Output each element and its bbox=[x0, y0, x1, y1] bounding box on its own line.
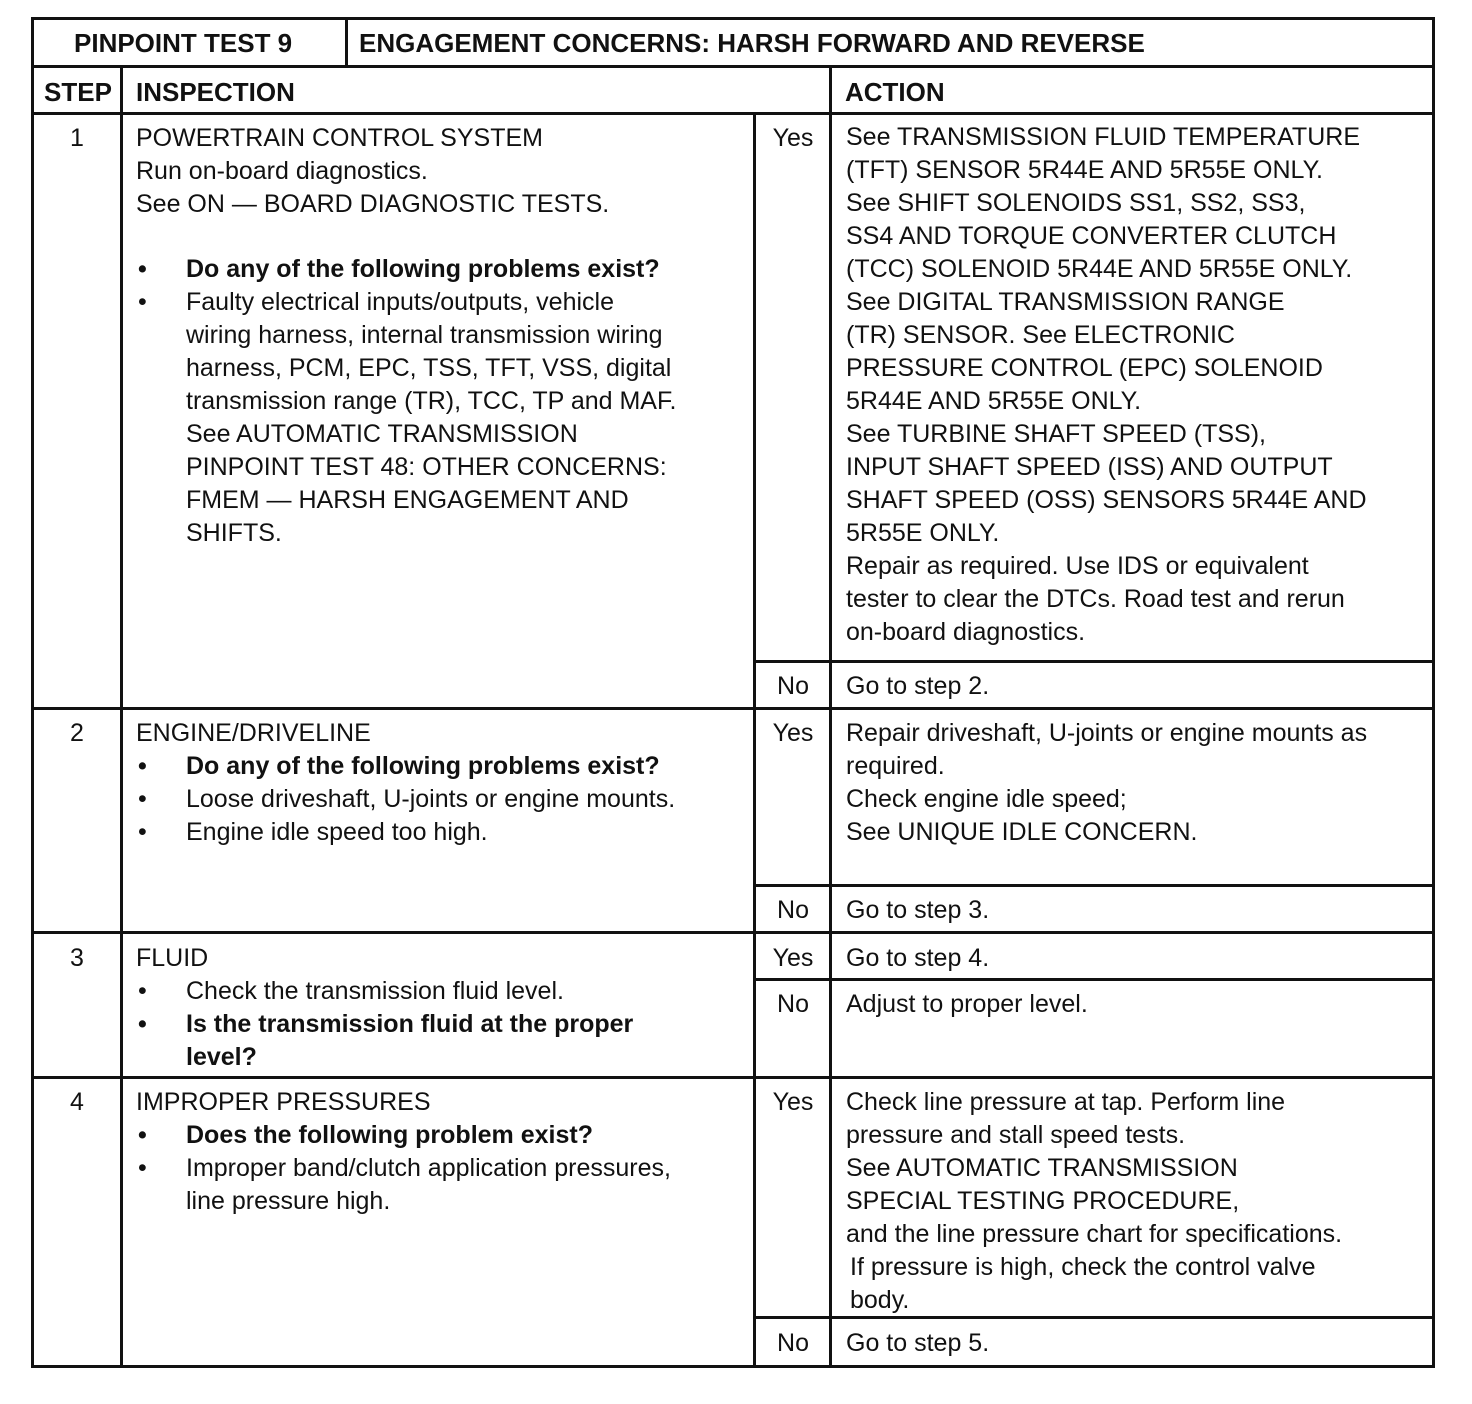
bullet-line: PINPOINT TEST 48: OTHER CONCERNS: bbox=[186, 453, 667, 481]
no-action: Adjust to proper level. bbox=[846, 990, 1088, 1018]
step-bullet-item: • Loose driveshaft, U-joints or engine mounts. bbox=[136, 783, 675, 816]
step-title: FLUID bbox=[136, 944, 209, 972]
bullet-line: • Faulty electrical inputs/outputs, vehicle bbox=[186, 288, 614, 316]
no-label: No bbox=[777, 896, 809, 924]
action-line: PRESSURE CONTROL (EPC) SOLENOID bbox=[846, 354, 1323, 382]
step-column-divider bbox=[120, 65, 123, 1368]
action-line: See UNIQUE IDLE CONCERN. bbox=[846, 818, 1198, 846]
action-line: See TRANSMISSION FLUID TEMPERATURE bbox=[846, 123, 1360, 151]
yes-label: Yes bbox=[772, 1088, 814, 1116]
action-line: on-board diagnostics. bbox=[846, 618, 1086, 646]
column-header-step: STEP bbox=[44, 77, 112, 107]
step-number: 4 bbox=[70, 1088, 84, 1116]
action-line: (TFT) SENSOR 5R44E AND 5R55E ONLY. bbox=[846, 156, 1324, 184]
action-line: body. bbox=[850, 1286, 910, 1314]
yes-label: Yes bbox=[772, 124, 814, 152]
step-question bbox=[136, 1008, 633, 1074]
action-line: See TURBINE SHAFT SPEED (TSS), bbox=[846, 420, 1267, 448]
no-action: Go to step 2. bbox=[846, 672, 990, 700]
step-question: • Do any of the following problems exist? bbox=[136, 253, 676, 286]
no-label: No bbox=[777, 672, 809, 700]
step3-bottom-divider bbox=[31, 1076, 1435, 1079]
action-line: See DIGITAL TRANSMISSION RANGE bbox=[846, 288, 1285, 316]
action-line: SPECIAL TESTING PROCEDURE, bbox=[846, 1187, 1240, 1215]
action-line: and the line pressure chart for specifications. bbox=[846, 1220, 1343, 1248]
bullet-line: SHIFTS. bbox=[186, 519, 282, 547]
step-number: 1 bbox=[70, 124, 84, 152]
yes-action: Go to step 4. bbox=[846, 944, 990, 972]
step3-yes-no-divider bbox=[753, 978, 1435, 981]
step-intro-line: Run on-board diagnostics. bbox=[136, 157, 428, 185]
action-line: (TR) SENSOR. See ELECTRONIC bbox=[846, 321, 1235, 349]
bullet-line: • Improper band/clutch application pressures, bbox=[186, 1154, 671, 1182]
step-number: 3 bbox=[70, 944, 84, 972]
step1-bullets bbox=[136, 253, 676, 550]
bullet-line: line pressure high. bbox=[186, 1187, 391, 1215]
question-line: • Is the transmission fluid at the proper bbox=[186, 1010, 634, 1038]
action-line: Repair driveshaft, U-joints or engine mounts as bbox=[846, 719, 1368, 747]
step-bullet-item: • Check the transmission fluid level. bbox=[136, 975, 633, 1008]
step2-yes-no-divider bbox=[753, 884, 1435, 887]
yes-label: Yes bbox=[772, 944, 814, 972]
action-line: required. bbox=[846, 752, 945, 780]
yes-label: Yes bbox=[772, 719, 814, 747]
yes-action bbox=[846, 717, 1367, 849]
action-line: SHAFT SPEED (OSS) SENSORS 5R44E AND bbox=[846, 486, 1367, 514]
question-line: level? bbox=[186, 1043, 257, 1071]
action-line: If pressure is high, check the control valve bbox=[850, 1253, 1316, 1281]
action-line: 5R55E ONLY. bbox=[846, 519, 1000, 547]
header-row-divider bbox=[31, 112, 1435, 115]
yes-action bbox=[846, 1086, 1342, 1317]
action-line: INPUT SHAFT SPEED (ISS) AND OUTPUT bbox=[846, 453, 1333, 481]
step1-bottom-divider bbox=[31, 707, 1435, 710]
action-line: SS4 AND TORQUE CONVERTER CLUTCH bbox=[846, 222, 1337, 250]
action-line: See AUTOMATIC TRANSMISSION bbox=[846, 1154, 1238, 1182]
step-question: • Does the following problem exist? bbox=[136, 1119, 671, 1152]
test-id: PINPOINT TEST 9 bbox=[74, 28, 293, 58]
step-title: ENGINE/DRIVELINE bbox=[136, 719, 371, 747]
step-title: IMPROPER PRESSURES bbox=[136, 1088, 431, 1116]
bullet-line: harness, PCM, EPC, TSS, TFT, VSS, digital bbox=[186, 354, 672, 382]
step-bullet-item bbox=[136, 1152, 671, 1218]
action-line: pressure and stall speed tests. bbox=[846, 1121, 1186, 1149]
action-line: tester to clear the DTCs. Road test and rerun bbox=[846, 585, 1345, 613]
no-action: Go to step 3. bbox=[846, 896, 990, 924]
action-line: Check line pressure at tap. Perform line bbox=[846, 1088, 1286, 1116]
header-divider bbox=[345, 17, 348, 68]
no-label: No bbox=[777, 1329, 809, 1357]
column-header-inspection: INSPECTION bbox=[136, 77, 295, 107]
step-title: POWERTRAIN CONTROL SYSTEM bbox=[136, 124, 543, 152]
action-line: Repair as required. Use IDS or equivalent bbox=[846, 552, 1309, 580]
step-bullet-item: • Engine idle speed too high. bbox=[136, 816, 675, 849]
action-line: See SHIFT SOLENOIDS SS1, SS2, SS3, bbox=[846, 189, 1306, 217]
step-question: • Do any of the following problems exist? bbox=[136, 750, 675, 783]
bullet-line: transmission range (TR), TCC, TP and MAF. bbox=[186, 387, 677, 415]
step2-bottom-divider bbox=[31, 931, 1435, 934]
test-title: ENGAGEMENT CONCERNS: HARSH FORWARD AND REVERSE bbox=[359, 28, 1145, 58]
step1-yes-no-divider bbox=[753, 660, 1435, 663]
bullet-line: FMEM — HARSH ENGAGEMENT AND bbox=[186, 486, 629, 514]
no-label: No bbox=[777, 990, 809, 1018]
action-line: (TCC) SOLENOID 5R44E AND 5R55E ONLY. bbox=[846, 255, 1353, 283]
step-bullet-item bbox=[136, 286, 676, 550]
action-line: 5R44E AND 5R55E ONLY. bbox=[846, 387, 1142, 415]
yes-action bbox=[846, 121, 1367, 649]
step-intro-line: See ON — BOARD DIAGNOSTIC TESTS. bbox=[136, 190, 610, 218]
step3-bullets bbox=[136, 975, 633, 1074]
bullet-line: See AUTOMATIC TRANSMISSION bbox=[186, 420, 578, 448]
action-line: Check engine idle speed; bbox=[846, 785, 1127, 813]
step-number: 2 bbox=[70, 719, 84, 747]
bullet-line: wiring harness, internal transmission wiring bbox=[186, 321, 663, 349]
no-action: Go to step 5. bbox=[846, 1329, 990, 1357]
step4-bullets bbox=[136, 1119, 671, 1218]
column-header-action: ACTION bbox=[845, 77, 945, 107]
step2-bullets bbox=[136, 750, 675, 849]
